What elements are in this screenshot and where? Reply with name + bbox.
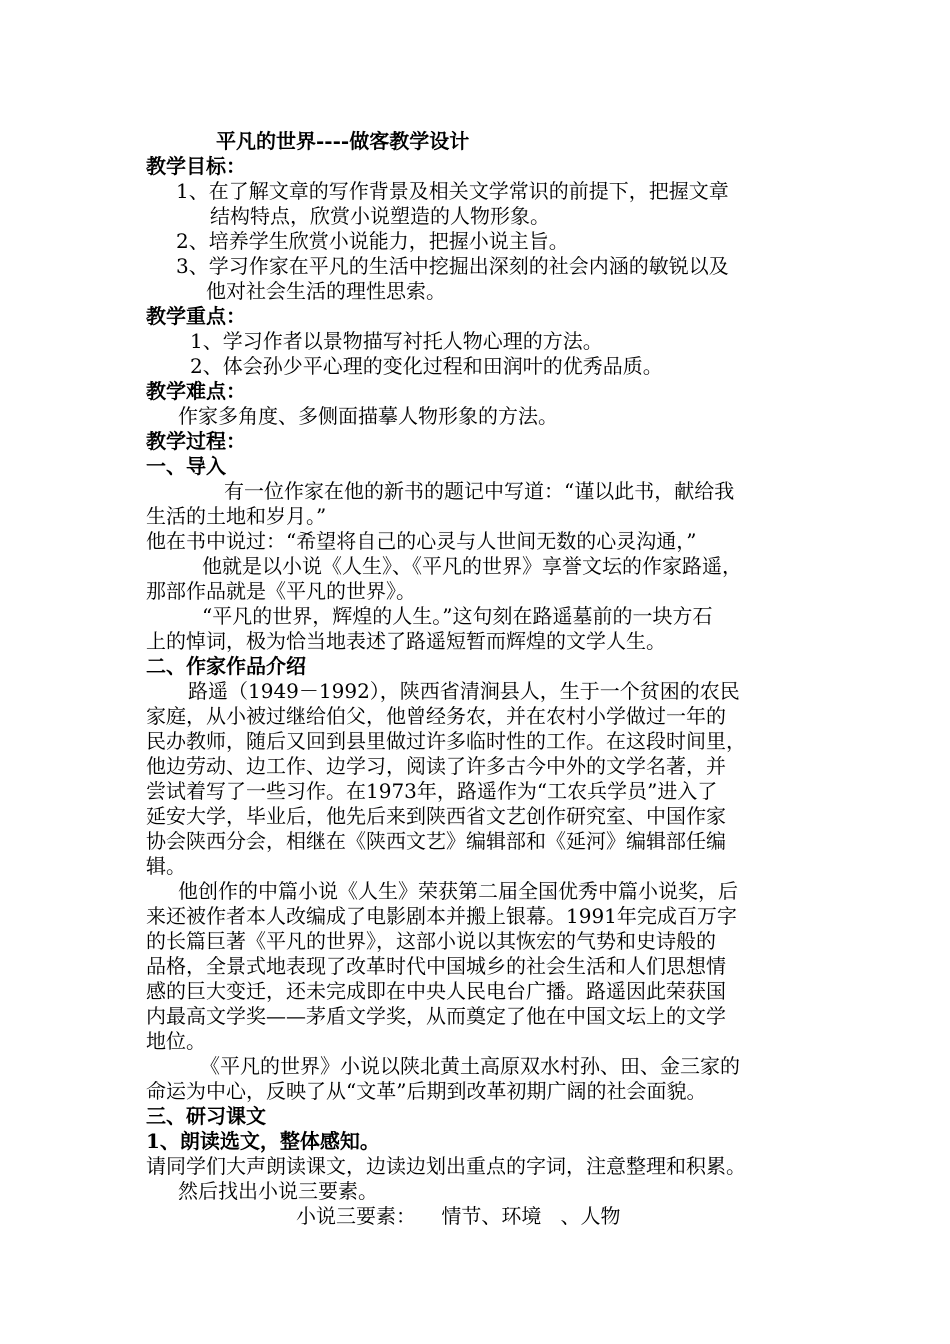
focus-heading: 教学重点： xyxy=(146,304,246,328)
author-line: 他创作的中篇小说《人生》荣获第二届全国优秀中篇小说奖，后 xyxy=(178,879,738,903)
author-line: 来还被作者本人改编成了电影剧本并搬上银幕。1991年完成百万字 xyxy=(146,904,737,928)
author-line: 路遥（1949－1992），陕西省清涧县人，生于一个贫困的农民 xyxy=(188,679,740,703)
author-line: 的长篇巨著《平凡的世界》，这部小说以其恢宏的气势和史诗般的 xyxy=(146,929,716,953)
difficulty-text: 作家多角度、多侧面描摹人物形象的方法。 xyxy=(178,404,558,428)
intro-line: 他在书中说过：“希望将自己的心灵与人世间无数的心灵沟通，” xyxy=(146,529,697,553)
process-heading: 教学过程： xyxy=(146,429,246,453)
intro-line: 那部作品就是《平凡的世界》。 xyxy=(146,579,416,603)
intro-line: 生活的土地和岁月。” xyxy=(146,504,327,528)
goal-item: 2、培养学生欣赏小说能力，把握小说主旨。 xyxy=(176,229,569,253)
author-line: 延安大学，毕业后，他先后来到陕西省文艺创作研究室、中国作家 xyxy=(146,804,726,828)
goal-item: 3、学习作家在平凡的生活中挖掘出深刻的社会内涵的敏锐以及 xyxy=(176,254,729,278)
focus-item: 1、学习作者以景物描写衬托人物心理的方法。 xyxy=(190,329,603,353)
author-line: 民办教师，随后又回到县里做过许多临时性的工作。在这段时间里， xyxy=(146,729,746,753)
goal-item: 结构特点，欣赏小说塑造的人物形象。 xyxy=(210,204,550,228)
goal-item: 1、在了解文章的写作背景及相关文学常识的前提下，把握文章 xyxy=(176,179,729,203)
read-line: 请同学们大声朗读课文，边读边划出重点的字词，注意整理和积累。 xyxy=(146,1154,746,1178)
goal-item: 他对社会生活的理性思索。 xyxy=(206,279,446,303)
document-title: 平凡的世界----做客教学设计 xyxy=(216,129,470,153)
author-line: 命运为中心，反映了从“文革”后期到改革初期广阔的社会面貌。 xyxy=(146,1079,707,1103)
author-line: 品格，全景式地表现了改革时代中国城乡的社会生活和人们思想情 xyxy=(146,954,726,978)
author-line: 内最高文学奖——茅盾文学奖，从而奠定了他在中国文坛上的文学 xyxy=(146,1004,726,1028)
read-heading: 1、朗读选文，整体感知。 xyxy=(146,1129,380,1153)
author-line: 家庭，从小被过继给伯父，他曾经务农，并在农村小学做过一年的 xyxy=(146,704,726,728)
intro-line: 他就是以小说《人生》、《平凡的世界》享誉文坛的作家路遥， xyxy=(202,554,742,578)
author-line: 协会陕西分会，相继在《陕西文艺》编辑部和《延河》编辑部任编 xyxy=(146,829,726,853)
study-heading: 三、研习课文 xyxy=(146,1104,266,1128)
author-line: 他边劳动、边工作、边学习，阅读了许多古今中外的文学名著，并 xyxy=(146,754,726,778)
author-line: 尝试着写了一些习作。在1973年，路遥作为“工农兵学员”进入了 xyxy=(146,779,718,803)
intro-line: 上的悼词，极为恰当地表述了路遥短暂而辉煌的文学人生。 xyxy=(146,629,666,653)
read-line: 然后找出小说三要素。 xyxy=(178,1179,378,1203)
difficulty-heading: 教学难点： xyxy=(146,379,246,403)
novel-elements-line: 小说三要素： 情节、环境 、人物 xyxy=(296,1204,621,1228)
intro-line: 有一位作家在他的新书的题记中写道：“谨以此书，献给我 xyxy=(224,479,735,503)
intro-line: “平凡的世界，辉煌的人生。”这句刻在路遥墓前的一块方石 xyxy=(202,604,713,628)
author-line: 感的巨大变迁，还未完成即在中央人民电台广播。路遥因此荣获国 xyxy=(146,979,726,1003)
goals-heading: 教学目标： xyxy=(146,154,246,178)
author-line: 地位。 xyxy=(146,1029,206,1053)
author-line: 辑。 xyxy=(146,854,186,878)
author-heading: 二、作家作品介绍 xyxy=(146,654,306,678)
intro-heading: 一、导入 xyxy=(146,454,226,478)
author-line: 《平凡的世界》小说以陕北黄土高原双水村孙、田、金三家的 xyxy=(200,1054,740,1078)
focus-item: 2、体会孙少平心理的变化过程和田润叶的优秀品质。 xyxy=(190,354,663,378)
